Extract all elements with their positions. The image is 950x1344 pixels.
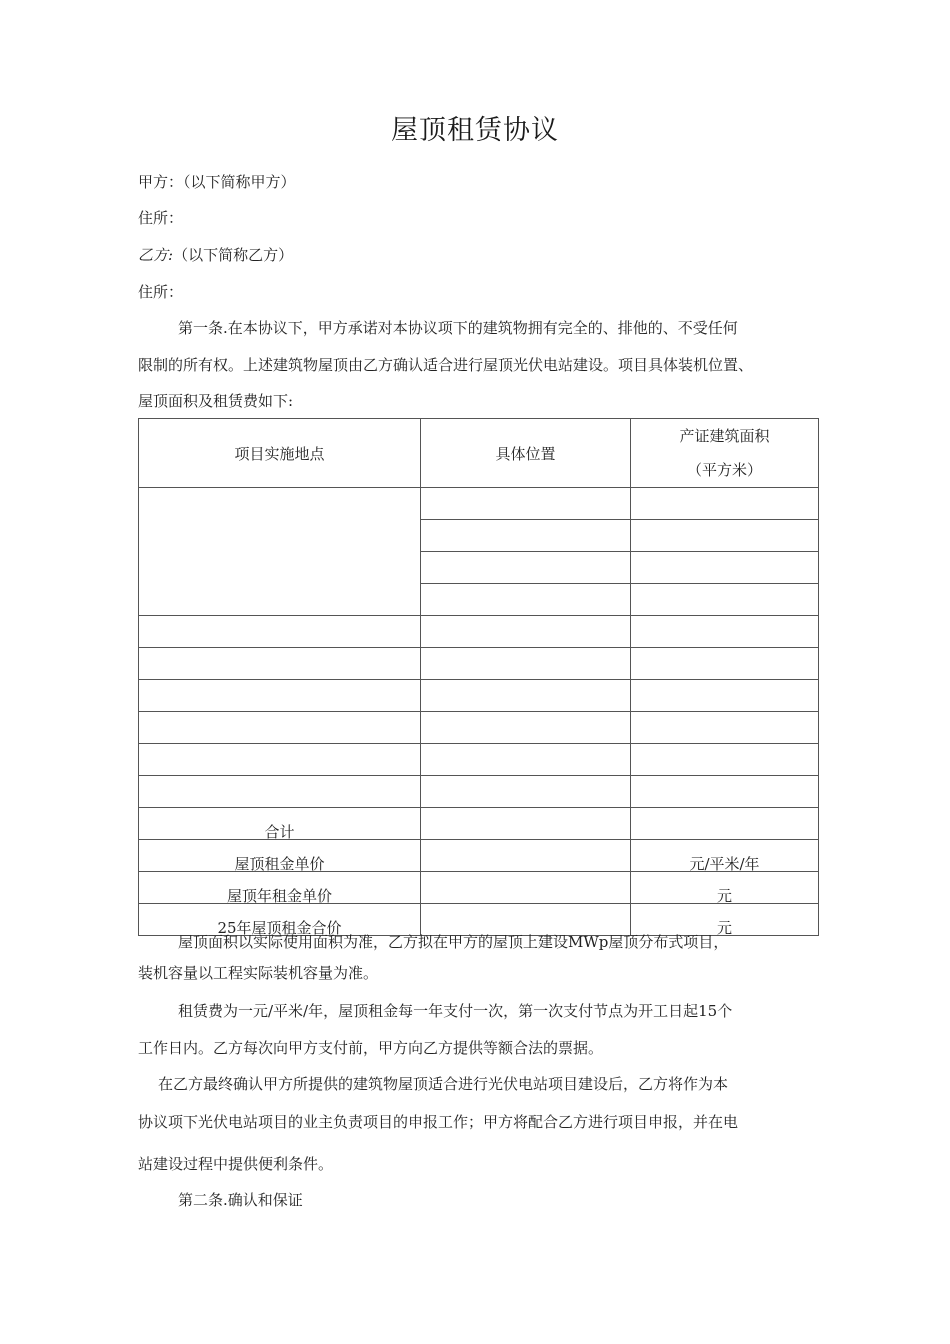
table-row-annual-rent xyxy=(139,872,819,904)
para-area-line1: 屋顶面积以实际使用面积为准，乙方拟在甲方的屋顶上建设MWp屋顶分布式项目， xyxy=(178,933,729,951)
total-25-label-cell xyxy=(139,904,421,936)
header-area-line2: （平方米） xyxy=(686,461,762,479)
unit-price-label-cell xyxy=(139,840,421,872)
para-fee-line2: 工作日内。乙方每次向甲方支付前，甲方向乙方提供等额合法的票据。 xyxy=(138,1039,604,1057)
article1-line1: 第一条.在本协议下，甲方承诺对本协议项下的建筑物拥有完全的、排他的、不受任何 xyxy=(178,319,738,337)
table-cell xyxy=(631,744,819,776)
table-row xyxy=(139,744,819,776)
unit-price-label: 屋顶租金单价 xyxy=(234,855,325,873)
para-confirm-line2: 协议项下光伏电站项目的业主负责项目的申报工作；甲方将配合乙方进行项目申报，并在电 xyxy=(138,1113,739,1131)
annual-rent-label-cell xyxy=(139,872,421,904)
table-cell xyxy=(631,712,819,744)
header-area-line1: 产证建筑面积 xyxy=(679,427,770,445)
table-cell xyxy=(421,616,631,648)
party-a-address-line xyxy=(138,208,183,228)
table-row-total-25 xyxy=(139,904,819,936)
unit-price-unit-cell xyxy=(631,840,819,872)
para-fee-line1: 租赁费为一元/平米/年，屋顶租金每一年支付一次，第一次支付节点为开工日起15个 xyxy=(178,1002,733,1020)
table-header-row xyxy=(139,419,819,488)
table-cell xyxy=(139,648,421,680)
party-b-note: （以下简称乙方） xyxy=(173,246,294,264)
table-cell xyxy=(421,488,631,520)
table-cell xyxy=(631,680,819,712)
table-cell xyxy=(139,776,421,808)
table-cell xyxy=(421,904,631,936)
table-cell xyxy=(631,616,819,648)
party-b-line xyxy=(138,245,293,265)
party-b-label: 乙方: xyxy=(138,246,174,264)
para-confirm-line3: 站建设过程中提供便利条件。 xyxy=(138,1155,334,1173)
page-title: 屋顶租赁协议 xyxy=(391,115,559,146)
table-row xyxy=(139,488,819,520)
table-row-total xyxy=(139,808,819,840)
table-cell-location-merged xyxy=(139,488,421,616)
header-position: 具体位置 xyxy=(421,419,631,488)
total-25-label: 25年屋顶租金合价 xyxy=(217,919,342,937)
annual-rent-unit-cell xyxy=(631,872,819,904)
party-a-address-label: 住所： xyxy=(138,209,184,227)
table-cell xyxy=(421,840,631,872)
table-row xyxy=(139,776,819,808)
article1-line3: 屋顶面积及租赁费如下: xyxy=(138,392,294,410)
table-row xyxy=(139,680,819,712)
table-cell xyxy=(139,616,421,648)
party-b-address-line xyxy=(138,282,183,302)
total-label-cell xyxy=(139,808,421,840)
table-cell xyxy=(139,680,421,712)
table-cell xyxy=(631,488,819,520)
annual-rent-label: 屋顶年租金单价 xyxy=(226,887,332,905)
table-cell xyxy=(421,712,631,744)
table-row xyxy=(139,712,819,744)
article2-heading: 第二条.确认和保证 xyxy=(178,1191,303,1209)
party-a-line xyxy=(138,172,296,192)
table-cell xyxy=(631,552,819,584)
total-label: 合计 xyxy=(264,823,295,841)
table-row-unit-price xyxy=(139,840,819,872)
table-cell xyxy=(631,584,819,616)
total-25-unit-cell xyxy=(631,904,819,936)
total-25-unit: 元 xyxy=(716,919,732,937)
party-a-note: （以下简称甲方） xyxy=(183,173,296,191)
table-cell xyxy=(421,872,631,904)
table-cell xyxy=(631,520,819,552)
table-cell xyxy=(421,744,631,776)
header-area xyxy=(631,419,819,488)
para-confirm-line1: 在乙方最终确认甲方所提供的建筑物屋顶适合进行光伏电站项目建设后，乙方将作为本 xyxy=(158,1075,729,1093)
table-cell xyxy=(631,808,819,840)
para-area-line2: 装机容量以工程实际装机容量为准。 xyxy=(138,964,379,982)
article1-line2: 限制的所有权。上述建筑物屋顶由乙方确认适合进行屋顶光伏电站建设。项目具体装机位置、 xyxy=(138,356,754,374)
table-cell xyxy=(421,648,631,680)
table-cell xyxy=(421,808,631,840)
table-cell xyxy=(421,584,631,616)
table-cell xyxy=(631,648,819,680)
table-cell xyxy=(421,680,631,712)
table-cell xyxy=(421,776,631,808)
table-cell xyxy=(631,776,819,808)
header-location: 项目实施地点 xyxy=(139,419,421,488)
party-b-address-label: 住所： xyxy=(138,283,184,301)
rent-table xyxy=(138,418,819,936)
table-cell xyxy=(139,712,421,744)
table-row xyxy=(139,616,819,648)
table-cell xyxy=(421,552,631,584)
unit-price-unit: 元/平米/年 xyxy=(689,855,760,873)
table-cell xyxy=(421,520,631,552)
annual-rent-unit: 元 xyxy=(716,887,732,905)
table-cell xyxy=(139,744,421,776)
party-a-label: 甲方： xyxy=(138,173,184,191)
table-row xyxy=(139,648,819,680)
